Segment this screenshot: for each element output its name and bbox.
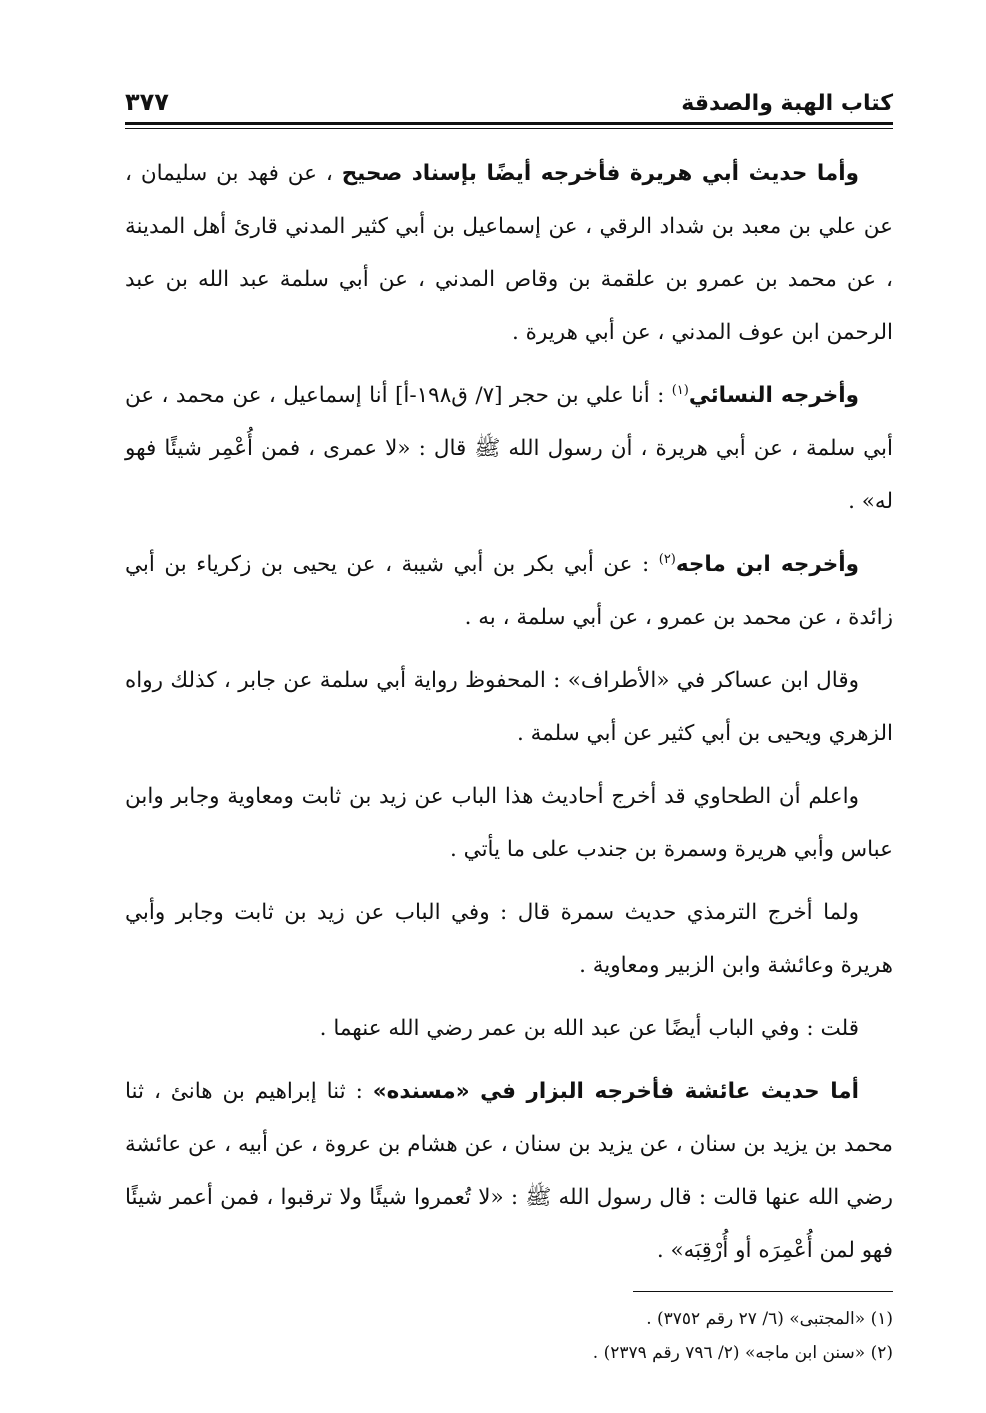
paragraph-1-lead: وأما حديث أبي هريرة فأخرجه أيضًا بإسناد صحيح [341,161,859,186]
paragraph-8 [125,1065,893,1277]
paragraph-2 [125,369,893,528]
paragraph-2-text: : أنا علي بن حجر [٧/ ق١٩٨-أ] أنا إسماعيل ، عن محمد ، عن أبي سلمة ، عن أبي هريرة ، أن رسول الله ﷺ قال : «لا عمرى ، فمن أُعْمِر شيئًا فهو له» . [125,383,894,514]
footnote-ref-2: (٢) [658,551,676,567]
book-page [125,70,893,1370]
footnote-rule [633,1291,893,1292]
chapter-title: كتاب الهبة والصدقة [681,91,893,116]
paragraph-6: ولما أخرج الترمذي حديث سمرة قال : وفي الباب عن زيد بن ثابت وجابر وأبي هريرة وعائشة وابن الزبير ومعاوية . [125,900,893,978]
paragraph-4: وقال ابن عساكر في «الأطراف» : المحفوظ رواية أبي سلمة عن جابر ، كذلك رواه الزهري ويحيى بن أبي كثير عن أبي سلمة . [125,668,893,746]
header-rule [125,122,893,129]
paragraph-8-text: : ثنا إبراهيم بن هانئ ، ثنا محمد بن يزيد بن سنان ، عن يزيد بن سنان ، عن هشام بن عروة ، عن أبيه ، عن عائشة رضي الله عنها قالت : قال رسول الله ﷺ : «لا تُعمروا شيئًا ولا ترقبوا ، فمن أعمر شيئًا فهو لمن أُعْمِرَه أو أُرْقِبَه» . [125,1079,893,1263]
footnotes [125,1302,893,1370]
paragraph-3 [125,538,893,644]
main-text [125,147,893,1277]
paragraph-1 [125,147,893,359]
paragraph-5: واعلم أن الطحاوي قد أخرج أحاديث هذا الباب عن زيد بن ثابت ومعاوية وجابر وابن عباس وأبي هريرة وسمرة بن جندب على ما يأتي . [125,784,893,862]
page-number: ٣٧٧ [125,88,169,116]
footnote-1: (١) «المجتبى» (٦/ ٢٧ رقم ٣٧٥٢) . [646,1309,893,1329]
footnote-ref-1: (١) [671,382,689,398]
footnote-2: (٢) «سنن ابن ماجه» (٢/ ٧٩٦ رقم ٢٣٧٩) . [592,1343,893,1363]
running-header [125,70,893,116]
paragraph-3-text: : عن أبي بكر بن أبي شيبة ، عن يحيى بن زكرياء بن أبي زائدة ، عن محمد بن عمرو ، عن أبي سلمة ، به . [125,552,893,630]
paragraph-7: قلت : وفي الباب أيضًا عن عبد الله بن عمر رضي الله عنهما . [319,1016,859,1041]
paragraph-3-lead: وأخرجه ابن ماجه [675,552,859,577]
paragraph-1-text: ، عن فهد بن سليمان ، عن علي بن معبد بن شداد الرقي ، عن إسماعيل بن أبي كثير المدني قارئ أهل المدينة ، عن محمد بن عمرو بن علقمة بن وقاص المدني ، عن أبي سلمة عبد الله بن عبد الرحمن ابن عوف المدني ، عن أبي هريرة . [125,161,893,345]
paragraph-8-lead: أما حديث عائشة فأخرجه البزار في «مسنده» [372,1079,859,1104]
paragraph-2-lead: وأخرجه النسائي [688,383,860,408]
